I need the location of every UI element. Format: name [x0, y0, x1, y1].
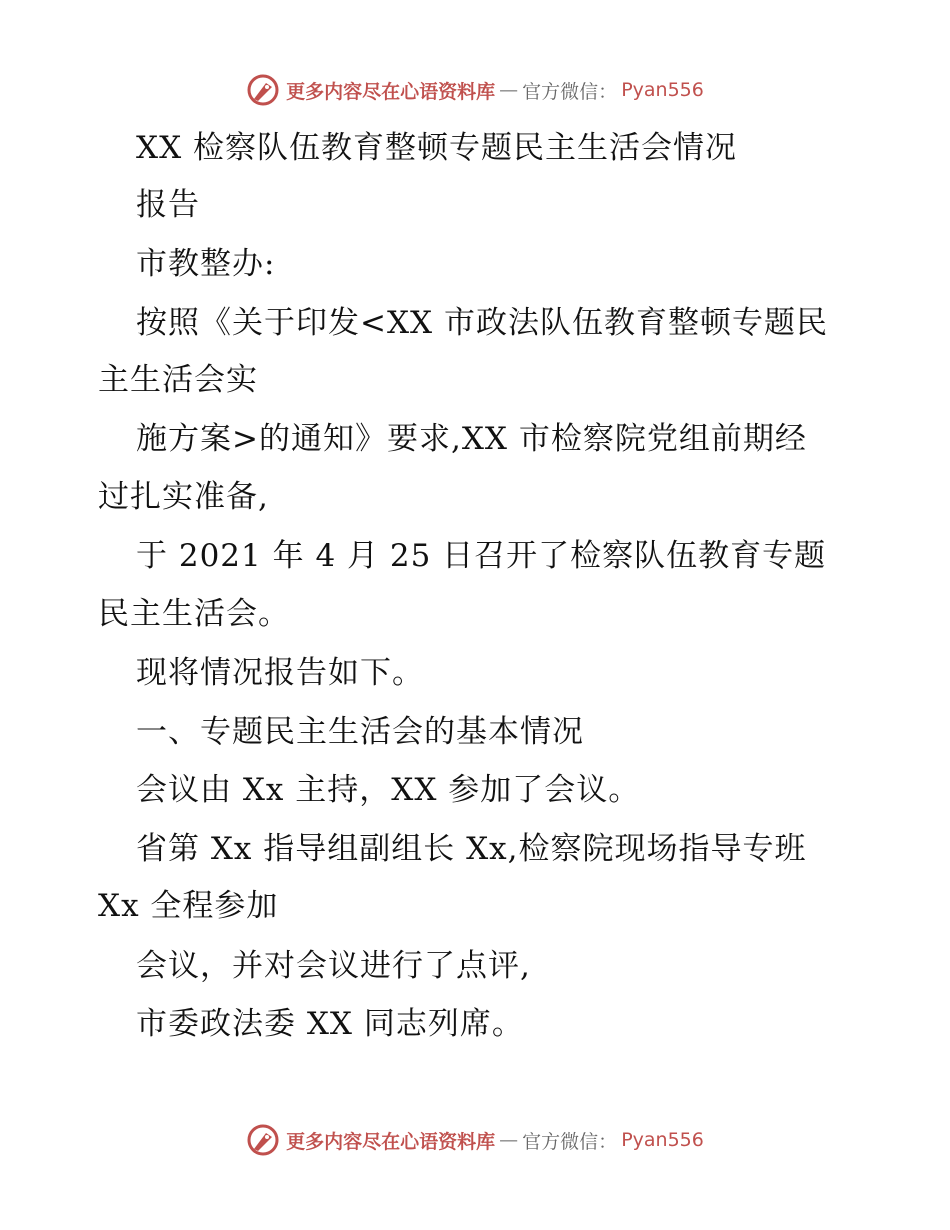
watermark-brand-text: Pyan556	[621, 79, 704, 101]
paragraph-line: Xx 全程参加	[98, 888, 279, 924]
watermark-official-label: 官方微信：	[522, 1130, 618, 1153]
watermark-official-label: 官方微信：	[522, 80, 618, 103]
watermark-main-text: 更多内容尽在心语资料库	[286, 80, 496, 103]
paragraph-line: 于 2021 年 4 月 25 日召开了检察队伍教育专题	[136, 538, 827, 574]
paragraph-line: 市委政法委 XX 同志列席。	[136, 1006, 524, 1042]
paragraph-line: 施方案>的通知》要求,XX 市检察院党组前期经	[136, 421, 807, 457]
section-heading: 一、专题民主生活会的基本情况	[136, 714, 584, 750]
paragraph-line: 省第 Xx 指导组副组长 Xx,检察院现场指导专班	[136, 831, 807, 867]
document-title-line-1: XX 检察队伍教育整顿专题民主生活会情况	[136, 130, 737, 166]
paragraph-line: 会议由 Xx 主持，XX 参加了会议。	[136, 772, 641, 808]
paragraph-line: 按照《关于印发<XX 市政法队伍教育整顿专题民	[136, 305, 828, 341]
watermark-brand-text: Pyan556	[621, 1129, 704, 1151]
watermark-dash: —	[499, 1129, 519, 1151]
footer-watermark	[0, 1120, 950, 1160]
paragraph-line: 主生活会实	[98, 362, 258, 398]
paragraph-line: 现将情况报告如下。	[136, 655, 424, 691]
watermark-dash: —	[499, 79, 519, 101]
paragraph-line: 民主生活会。	[98, 596, 290, 632]
paragraph-line: 会议，并对会议进行了点评,	[136, 948, 531, 984]
paragraph-line: 过扎实准备,	[98, 479, 269, 515]
watermark-main-text: 更多内容尽在心语资料库	[286, 1130, 496, 1153]
document-title-line-2: 报告	[136, 187, 200, 223]
pen-nib-circle-icon	[246, 1123, 280, 1157]
document-addressee: 市教整办:	[136, 246, 276, 282]
